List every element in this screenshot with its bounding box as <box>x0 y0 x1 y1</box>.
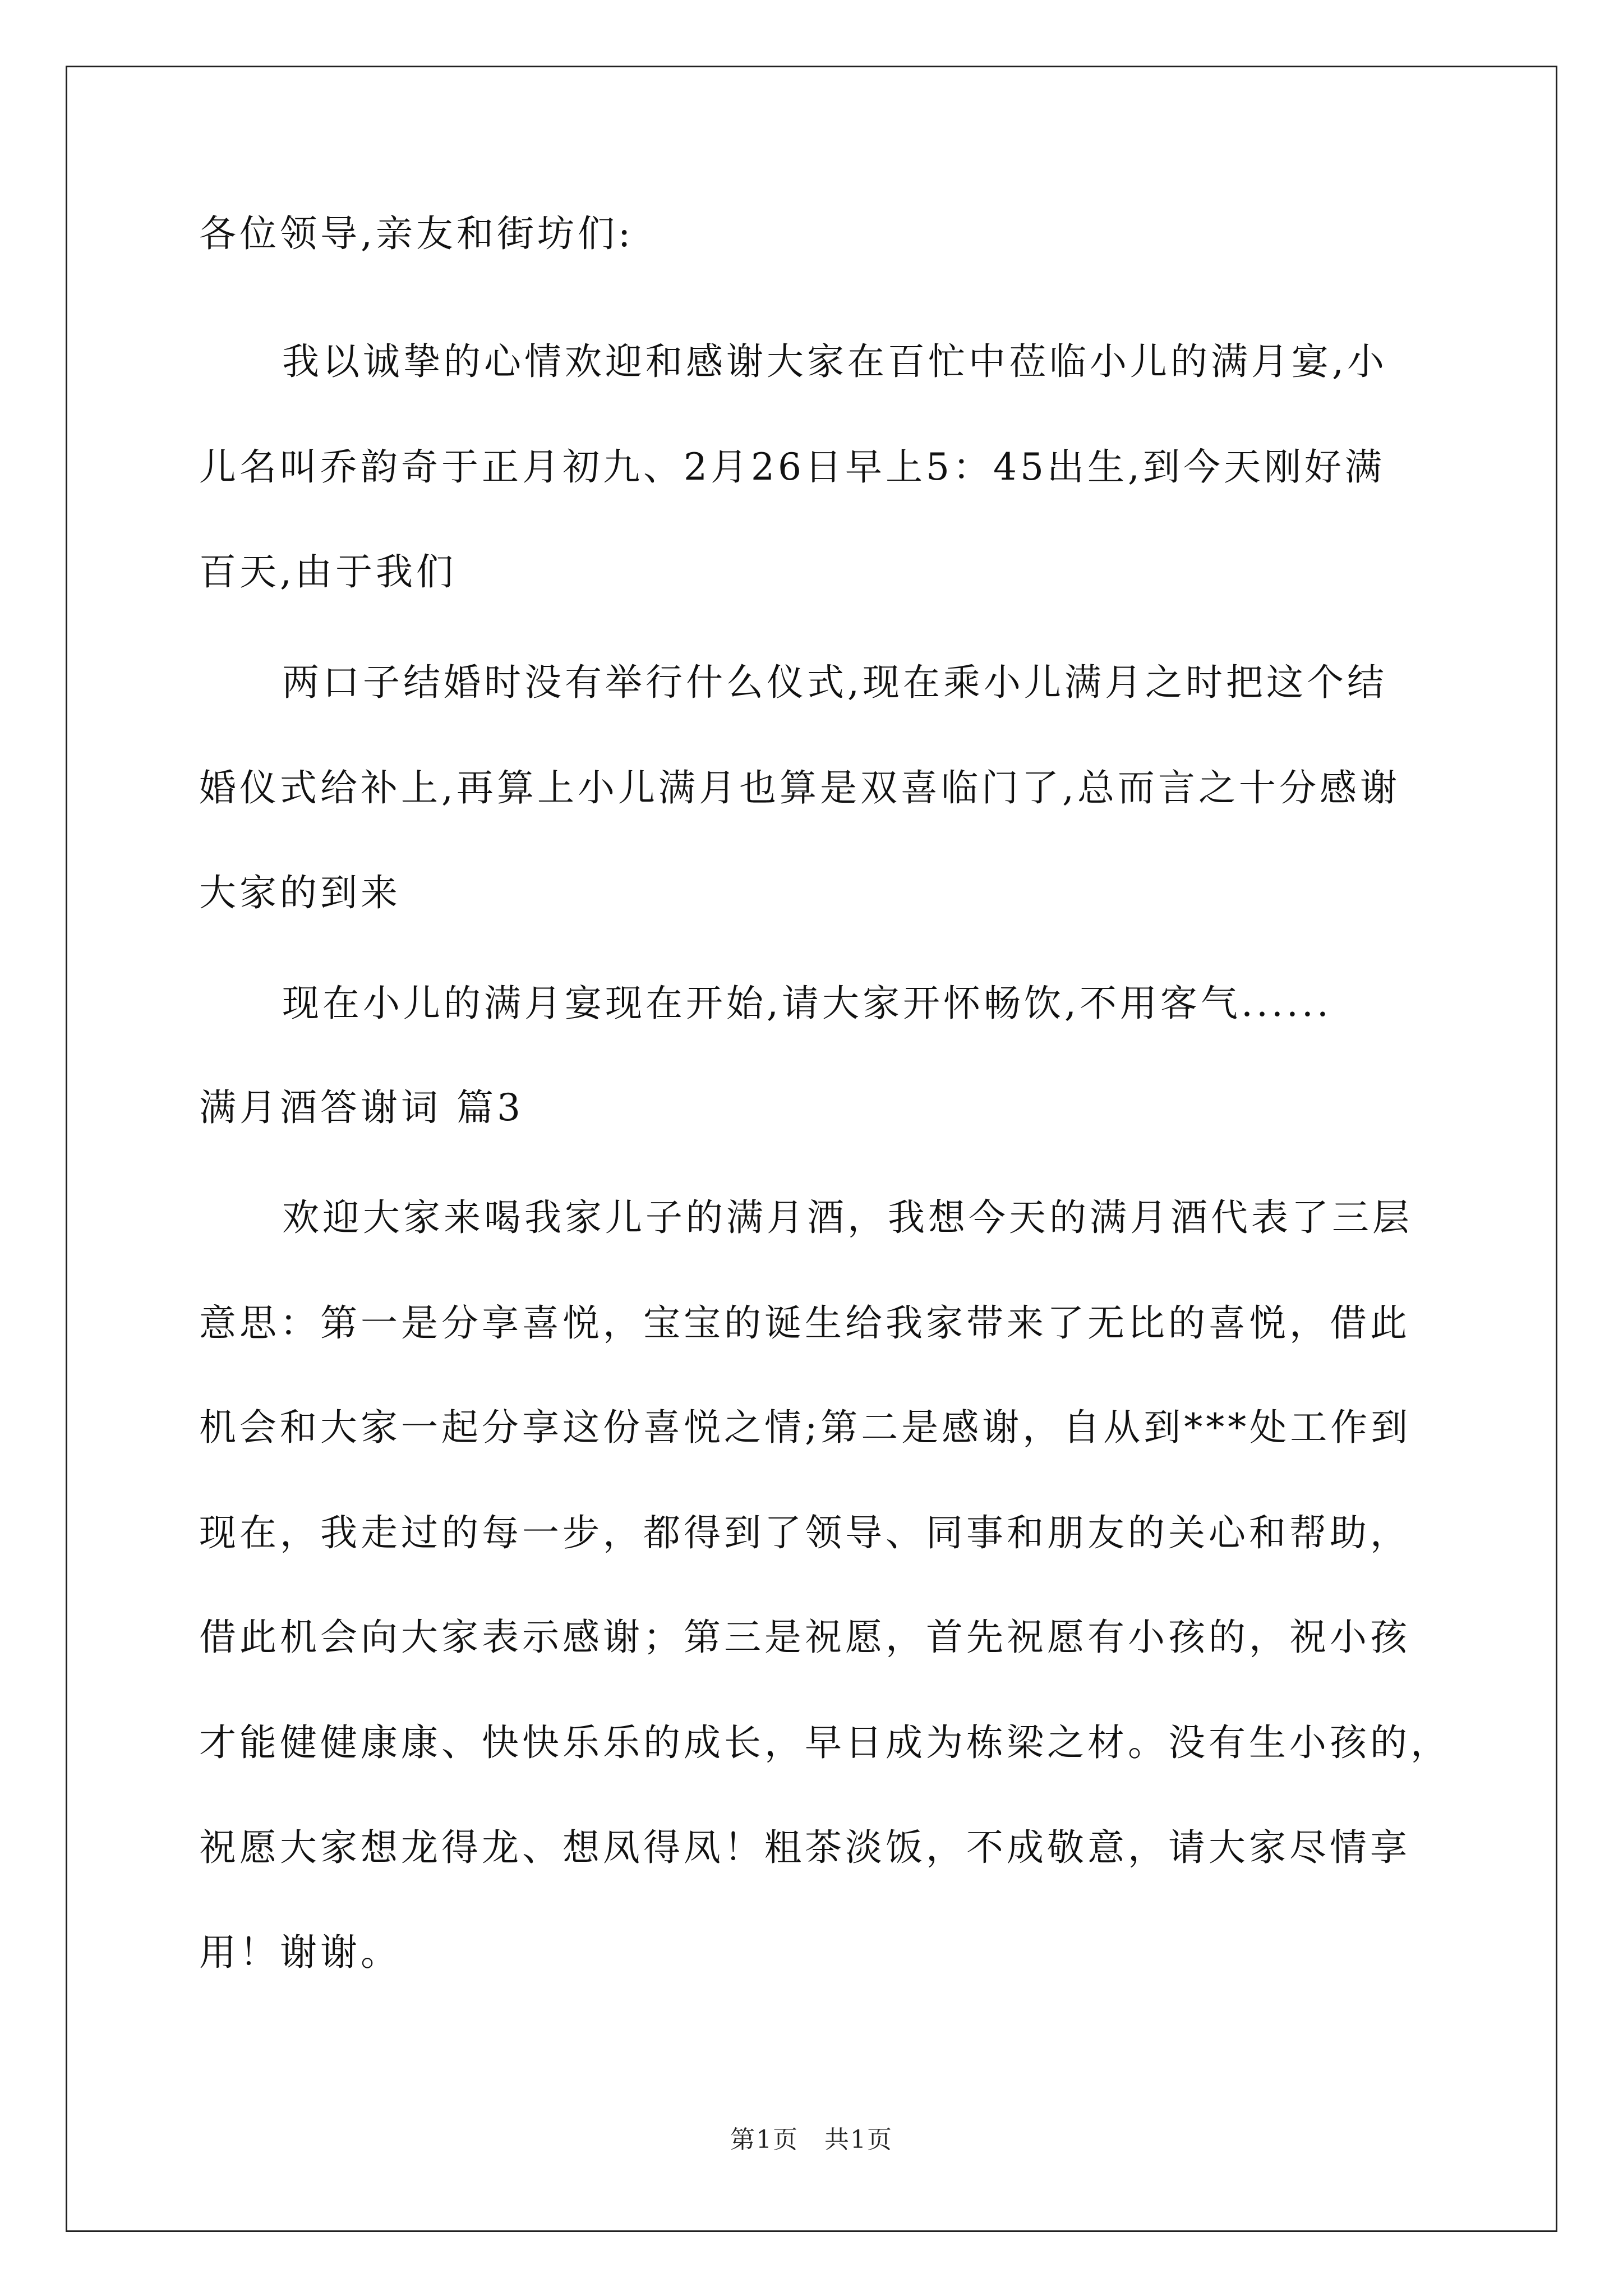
paragraph-line: 借此机会向大家表示感谢；第三是祝愿，首先祝愿有小孩的，祝小孩 <box>199 1616 1410 1659</box>
paragraph-line: 现在，我走过的每一步，都得到了领导、同事和朋友的关心和帮助， <box>199 1511 1410 1554</box>
paragraph-line: 才能健健康康、快快乐乐的成长，早日成为栋梁之材。没有生小孩的， <box>199 1721 1451 1764</box>
paragraph-line: 现在小儿的满月宴现在开始,请大家开怀畅饮,不用客气...... <box>282 982 1332 1025</box>
paragraph-line: 婚仪式给补上,再算上小儿满月也算是双喜临门了,总而言之十分感谢 <box>199 766 1400 809</box>
greeting-line: 各位领导,亲友和街坊们: <box>199 212 634 255</box>
page-number-footer: 第1页 共1页 <box>730 2125 893 2154</box>
paragraph-line: 用！谢谢。 <box>199 1931 401 1974</box>
paragraph-line: 百天,由于我们 <box>199 550 457 593</box>
page-border <box>66 66 1557 2232</box>
paragraph-line: 两口子结婚时没有举行什么仪式,现在乘小儿满月之时把这个结 <box>282 661 1387 704</box>
paragraph-line: 祝愿大家想龙得龙、想凤得凤！粗茶淡饭，不成敬意，请大家尽情享 <box>199 1826 1410 1869</box>
paragraph-line: 意思：第一是分享喜悦，宝宝的诞生给我家带来了无比的喜悦，借此 <box>199 1301 1410 1345</box>
paragraph-line: 我以诚挚的心情欢迎和感谢大家在百忙中莅临小儿的满月宴,小 <box>282 340 1387 383</box>
paragraph-line: 儿名叫乔韵奇于正月初九、2月26日早上5：45出生,到今天刚好满 <box>199 445 1385 489</box>
section-heading: 满月酒答谢词 篇3 <box>199 1086 524 1129</box>
paragraph-line: 机会和大家一起分享这份喜悦之情;第二是感谢，自从到***处工作到 <box>199 1406 1412 1449</box>
paragraph-line: 欢迎大家来喝我家儿子的满月酒，我想今天的满月酒代表了三层 <box>282 1196 1413 1239</box>
paragraph-line: 大家的到来 <box>199 871 401 914</box>
